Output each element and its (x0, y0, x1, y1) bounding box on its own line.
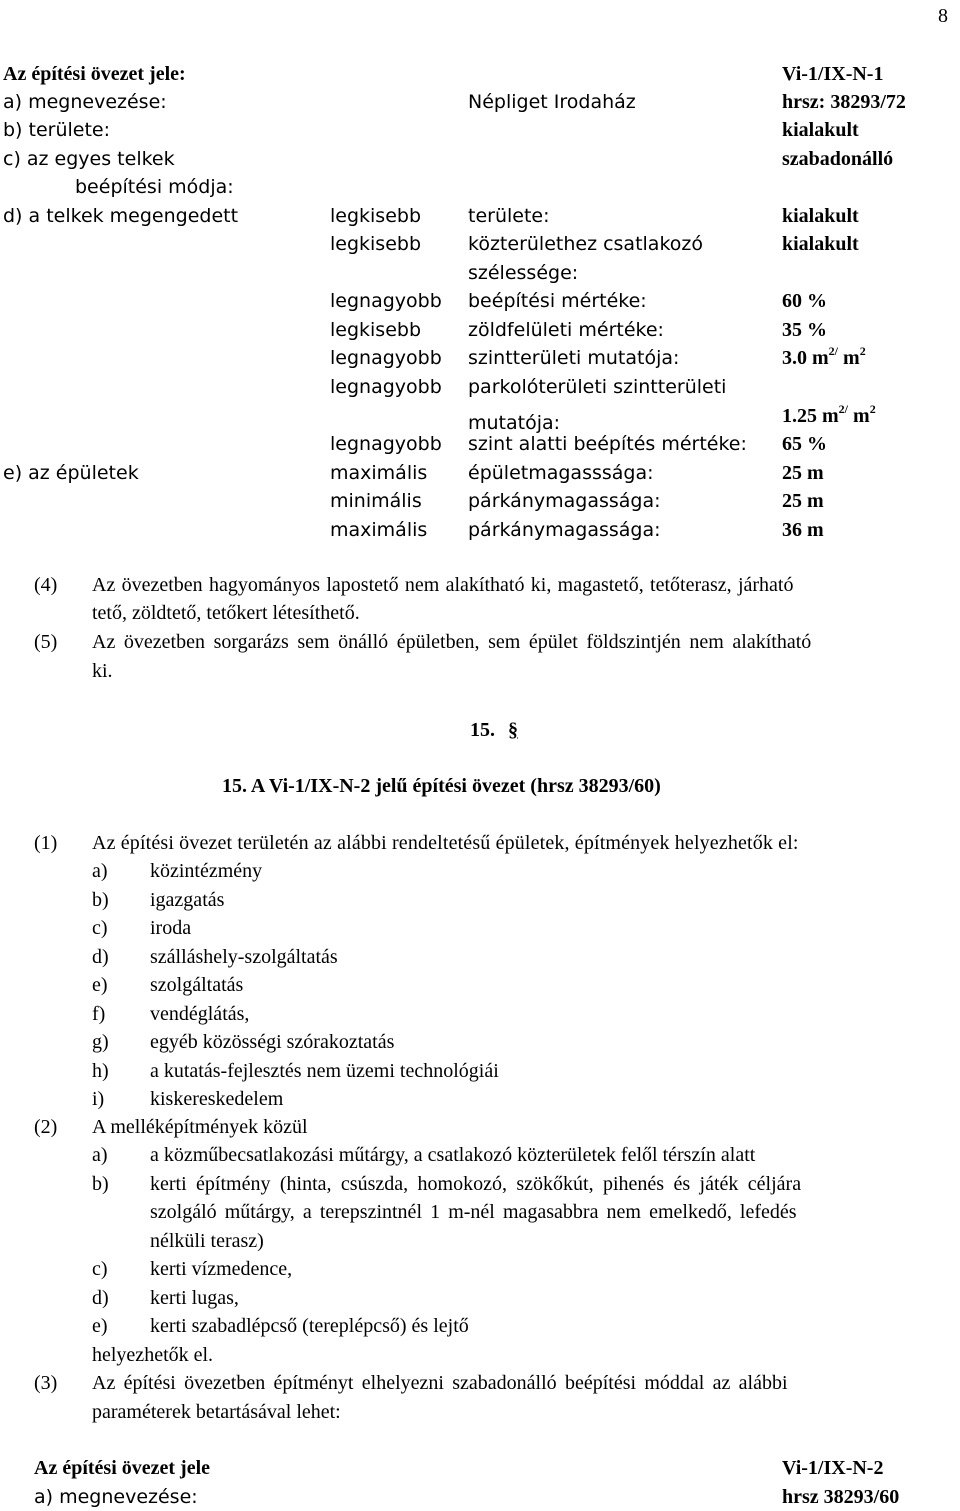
zone1-row-label: beépítési módja: (75, 176, 234, 198)
zone1-row-qualifier: legnagyobb (330, 376, 442, 398)
section-sign: § (508, 719, 518, 741)
paragraph-1-number: (1) (34, 832, 58, 854)
zone1-row-property: zöldfelületi mértéke: (468, 319, 664, 341)
paragraph-2-item-c-text: kerti vízmedence, (150, 1258, 293, 1280)
paragraph-5-number: (5) (34, 631, 58, 653)
zone2-row-label: a) megnevezése: (34, 1486, 198, 1508)
paragraph-2-item-a-letter: a) (92, 1144, 108, 1166)
paragraph-1-text: Az építési övezet területén az alábbi rendeltetésű épületek, építmények helyezhetők el: (92, 832, 799, 854)
list-item-letter: h) (92, 1059, 109, 1082)
value-number: 3.0 m (782, 347, 829, 369)
list-item: kiskereskedelem (150, 1088, 284, 1110)
list-item-letter: c) (92, 917, 108, 939)
paragraph-2-item-b-line1: kerti építmény (hinta, csúszda, homokozó, szökőkút, pihenés és játék céljára (150, 1173, 802, 1195)
zone1-row-qualifier: legnagyobb (330, 290, 442, 312)
zone1-row-property: szint alatti beépítés mértéke: (468, 433, 747, 455)
paragraph-2-item-d-letter: d) (92, 1287, 109, 1309)
list-item-letter: f) (92, 1002, 106, 1025)
zone1-row-qualifier: legnagyobb (330, 433, 442, 455)
zone1-row-qualifier: maximális (330, 462, 428, 484)
zone1-header-label: Az építési övezet jele: (3, 63, 186, 85)
zone1-row-property: párkánymagassága: (468, 519, 661, 541)
zone1-row-qualifier: legnagyobb (330, 347, 442, 369)
page-number: 8 (938, 5, 948, 27)
paragraph-3-line2: paraméterek betartásával lehet: (92, 1401, 341, 1423)
zone1-row-value: kialakult (782, 119, 859, 141)
section-number (470, 717, 518, 743)
list-item: a kutatás-fejlesztés nem üzemi technológiái (150, 1059, 499, 1082)
zone1-row-label: e) az épületek (3, 462, 139, 484)
list-item-letter: e) (92, 974, 108, 996)
paragraph-2-item-c-letter: c) (92, 1258, 108, 1280)
zone1-row-label: d) a telkek megengedett (3, 205, 239, 227)
list-item-letter: d) (92, 945, 109, 968)
zone1-row-property: szintterületi mutatója: (468, 347, 680, 369)
list-item-letter: i) (92, 1088, 105, 1110)
list-item: szálláshely-szolgáltatás (150, 945, 338, 968)
zone1-row-label: b) területe: (3, 119, 111, 141)
paragraph-5-line2: ki. (92, 660, 113, 682)
paragraph-2-item-e-text: kerti szabadlépcső (tereplépcső) és lejtő (150, 1315, 469, 1337)
zone2-header-code: Vi-1/IX-N-2 (782, 1457, 884, 1479)
value-unit: m (848, 405, 870, 427)
list-item-letter: g) (92, 1031, 109, 1053)
zone1-row-property: párkánymagassága: (468, 490, 661, 512)
paragraph-4-line2: tető, zöldtető, tetőkert létesíthető. (92, 602, 360, 624)
zone1-row-label: c) az egyes telkek (3, 148, 175, 170)
zone1-row-property: Népliget Irodaház (468, 91, 636, 113)
paragraph-2-number: (2) (34, 1116, 58, 1138)
zone1-row-value: 65 % (782, 433, 827, 455)
zone2-row-value: hrsz 38293/60 (782, 1486, 900, 1508)
zone1-row-property: mutatója: (468, 412, 561, 434)
zone1-row-value: kialakult (782, 205, 859, 227)
zone1-row-value (782, 403, 876, 429)
zone1-row-value: 25 m (782, 462, 824, 484)
section-number-text: 15. (470, 719, 495, 741)
paragraph-2-item-d-text: kerti lugas, (150, 1287, 239, 1309)
value-unit: m (838, 347, 860, 369)
paragraph-2-item-b-line3: nélküli terasz) (150, 1230, 264, 1252)
zone1-row-property: közterülethez csatlakozó (468, 233, 703, 255)
zone1-row-qualifier: maximális (330, 519, 428, 541)
zone1-row-value: 36 m (782, 519, 824, 541)
paragraph-2-tail: helyezhetők el. (92, 1344, 214, 1366)
value-superscript: 2 (859, 344, 866, 359)
list-item: igazgatás (150, 888, 225, 911)
value-superscript: 2 (869, 402, 876, 417)
list-item: iroda (150, 917, 192, 939)
list-item: vendéglátás, (150, 1002, 250, 1025)
zone1-row-qualifier: minimális (330, 490, 422, 512)
value-number: 1.25 m (782, 405, 839, 427)
zone1-row-label: a) megnevezése: (3, 91, 167, 113)
paragraph-4-number: (4) (34, 574, 58, 596)
paragraph-2-item-b-line2: szolgáló műtárgy, a terepszintnél 1 m-nél magasabbra nem emelkedő, lefedés (150, 1201, 797, 1223)
zone1-row-value: 60 % (782, 290, 827, 312)
paragraph-4-line1 (92, 572, 958, 598)
paragraph-3-line1: Az építési övezetben építményt elhelyezni szabadonálló beépítési móddal az alábbi (92, 1372, 788, 1394)
paragraph-2-item-b-letter: b) (92, 1173, 109, 1195)
section-title: 15. A Vi-1/IX-N-2 jelű építési övezet (hrsz 38293/60) (222, 775, 661, 797)
zone1-row-value: kialakult (782, 233, 859, 255)
zone1-row-qualifier: legkisebb (330, 205, 422, 227)
zone1-row-value: 35 % (782, 319, 827, 341)
list-item-letter: b) (92, 888, 109, 911)
value-superscript: 2/ (828, 344, 839, 359)
zone1-row-property: területe: (468, 205, 550, 227)
zone1-row-value: szabadonálló (782, 148, 894, 170)
paragraph-5-line1: Az övezetben sorgarázs sem önálló épületben, sem épület földszintjén nem alakítható (92, 631, 812, 653)
paragraph-3-number: (3) (34, 1372, 58, 1394)
zone1-row-property: parkolóterületi szintterületi (468, 376, 727, 398)
zone1-row-value: hrsz: 38293/72 (782, 91, 906, 113)
list-item: egyéb közösségi szórakoztatás (150, 1031, 395, 1053)
list-item-letter: a) (92, 860, 108, 882)
zone1-row-property: szélessége: (468, 262, 579, 284)
paragraph-2-text: A melléképítmények közül (92, 1116, 308, 1138)
zone1-header-code: Vi-1/IX-N-1 (782, 63, 884, 85)
zone2-header-label: Az építési övezet jele (34, 1457, 211, 1479)
zone1-row-qualifier: legkisebb (330, 319, 422, 341)
zone1-row-property: épületmagasssága: (468, 462, 654, 484)
paragraph-4-text: Az övezetben hagyományos lapostető nem alakítható ki, magastető, tetőterasz, járható (92, 574, 794, 596)
zone1-row-property: beépítési mértéke: (468, 290, 647, 312)
paragraph-2-item-e-letter: e) (92, 1315, 108, 1337)
list-item: szolgáltatás (150, 974, 244, 996)
paragraph-2-item-a-text: a közműbecsatlakozási műtárgy, a csatlakozó közterületek felől térszín alatt (150, 1144, 756, 1166)
zone1-row-qualifier: legkisebb (330, 233, 422, 255)
zone1-row-value (782, 345, 866, 371)
list-item: közintézmény (150, 860, 263, 882)
zone1-row-value: 25 m (782, 490, 824, 512)
value-superscript: 2/ (838, 402, 849, 417)
